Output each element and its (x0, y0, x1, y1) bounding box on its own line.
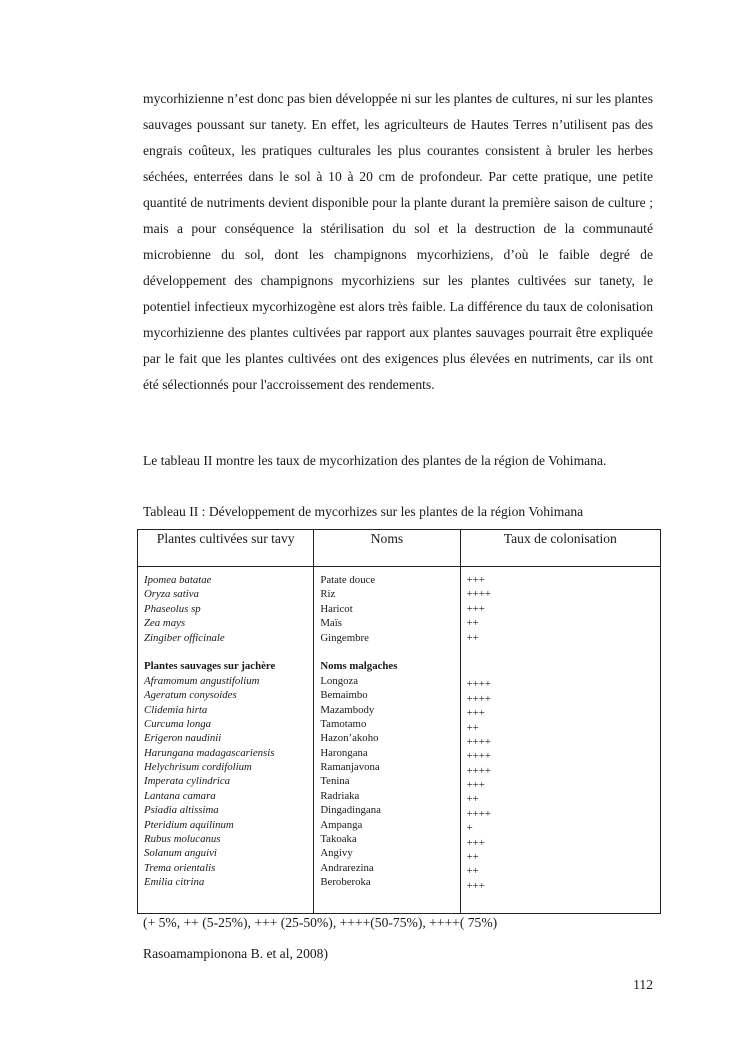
common-name: Gingembre (320, 631, 369, 644)
species-name: Zea mays (144, 617, 186, 630)
common-name: Ampanga (320, 818, 363, 831)
colonisation-rate: ++++ (466, 678, 491, 691)
rates-column (460, 567, 660, 914)
colonisation-rate: ++ (466, 793, 479, 806)
malagasy-names-heading: Noms malgaches (320, 660, 398, 673)
colonisation-rate: +++ (466, 707, 485, 720)
colonisation-rate: ++++ (466, 735, 491, 748)
colonisation-rate: ++ (466, 851, 479, 864)
colonisation-rate: ++ (466, 721, 479, 734)
species-name: Psiadia altissima (144, 804, 219, 817)
names-column (314, 567, 460, 914)
species-name: Aframomum angustifolium (144, 674, 260, 687)
common-name: Ramanjavona (320, 761, 380, 774)
common-name: Angivy (320, 847, 353, 860)
column-header-colonisation-rate: Taux de colonisation (460, 530, 660, 567)
species-name: Rubus molucanus (144, 833, 221, 846)
common-name: Mazambody (320, 703, 375, 716)
body-paragraph-1: mycorhizienne n’est donc pas bien développée ni sur les plantes de cultures, ni sur les plantes sauvages poussant sur tanety. En effet, les agriculteurs de Hautes Terres n’utilisent pas des engrais coûteux, les pratiques culturales les plus courantes consistent à bruler les herbes séchées, enterrées dans le sol à 10 à 20 cm de profondeur. Par cette pratique, une petite quantité de nutriments devient disponible pour la plante durant la première saison de culture ; mais a pour conséquence la stérilisation du sol et la destruction de la communauté microbienne du sol, dont les champignons mycorhiziens, d’où le faible degré de développement des champignons mycorhiziens sur les plantes cultivées sur tanety, le potentiel infectieux mycorhizogène est alors très faible. La différence du taux de colonisation mycorhizienne des plantes cultivées par rapport aux plantes sauvages pourrait être expliquée par le fait que les plantes cultivées ont des exigences plus élevées en nutriments, car ils ont été sélectionnés pour l'accroissement des rendements. (143, 91, 653, 392)
common-name: Longoza (320, 674, 359, 687)
common-name: Patate douce (320, 574, 376, 586)
table-caption: Tableau II : Développement de mycorhizes sur les plantes de la région Vohimana (143, 504, 584, 519)
common-name: Beroberoka (320, 876, 371, 889)
common-name: Radriaka (320, 789, 360, 802)
colonisation-rate: ++ (466, 617, 479, 630)
page-number: 112 (633, 977, 653, 992)
common-name: Bemaimbo (320, 689, 368, 702)
colonisation-rate: +++ (466, 879, 485, 892)
species-name: Ageratum conysoides (144, 689, 237, 702)
colonisation-rate: ++++ (466, 764, 491, 777)
common-name: Harongana (320, 746, 368, 759)
species-name: Zingiber officinale (144, 631, 225, 644)
common-name: Maïs (320, 617, 342, 630)
common-name: Hazon’akoho (320, 732, 379, 745)
colonisation-rate: ++++ (466, 750, 491, 763)
species-name: Trema orientalis (144, 861, 216, 874)
species-name: Clidemia hirta (144, 703, 208, 716)
species-name: Ipomea batatae (144, 574, 212, 586)
colonisation-rate: +++ (466, 574, 485, 586)
mycorrhiza-table (137, 529, 661, 914)
common-name: Andrarezina (320, 861, 374, 874)
colonisation-rate: ++++ (466, 588, 491, 601)
table-legend: (+ 5%, ++ (5-25%), +++ (25-50%), ++++(50-75%), ++++( 75%) (143, 915, 498, 930)
species-name: Oryza sativa (144, 588, 199, 601)
common-name: Takoaka (320, 833, 357, 846)
wild-plants-heading: Plantes sauvages sur jachère (144, 660, 276, 673)
row-gap (461, 659, 660, 677)
species-name: Imperata cylindrica (144, 775, 231, 788)
species-name: Phaseolus sp (144, 602, 201, 615)
column-header-plants: Plantes cultivées sur tavy (138, 530, 314, 567)
row-gap (461, 645, 660, 659)
species-name: Erigeron naudinii (144, 732, 222, 745)
source-citation: Rasoamampionona B. et al, 2008) (143, 946, 328, 961)
species-column (138, 567, 314, 914)
colonisation-rate: +++ (466, 836, 485, 849)
species-name: Curcuma longa (144, 717, 212, 730)
row-gap (138, 645, 313, 659)
colonisation-rate: +++ (466, 602, 485, 615)
body-paragraph-2: Le tableau II montre les taux de mycorhization des plantes de la région de Vohimana. (143, 453, 607, 468)
common-name: Riz (320, 588, 336, 601)
species-name: Solanum anguivi (144, 847, 217, 860)
row-gap (314, 645, 459, 659)
species-name: Helychrisum cordifolium (144, 761, 252, 774)
table-body-row (138, 567, 661, 914)
colonisation-rate: ++ (466, 865, 479, 878)
table-header-row (138, 530, 661, 567)
colonisation-rate: + (466, 822, 473, 835)
species-name: Pteridium aquilinum (144, 818, 234, 831)
common-name: Tamotamo (320, 717, 367, 730)
colonisation-rate: +++ (466, 779, 485, 792)
column-header-names: Noms (314, 530, 460, 567)
common-name: Haricot (320, 602, 353, 615)
colonisation-rate: ++++ (466, 807, 491, 820)
common-name: Tenina (320, 775, 350, 788)
colonisation-rate: ++++ (466, 692, 491, 705)
species-name: Emilia citrina (144, 876, 205, 889)
species-name: Harungana madagascariensis (144, 746, 275, 759)
common-name: Dingadingana (320, 804, 381, 817)
species-name: Lantana camara (144, 789, 216, 802)
colonisation-rate: ++ (466, 631, 479, 644)
